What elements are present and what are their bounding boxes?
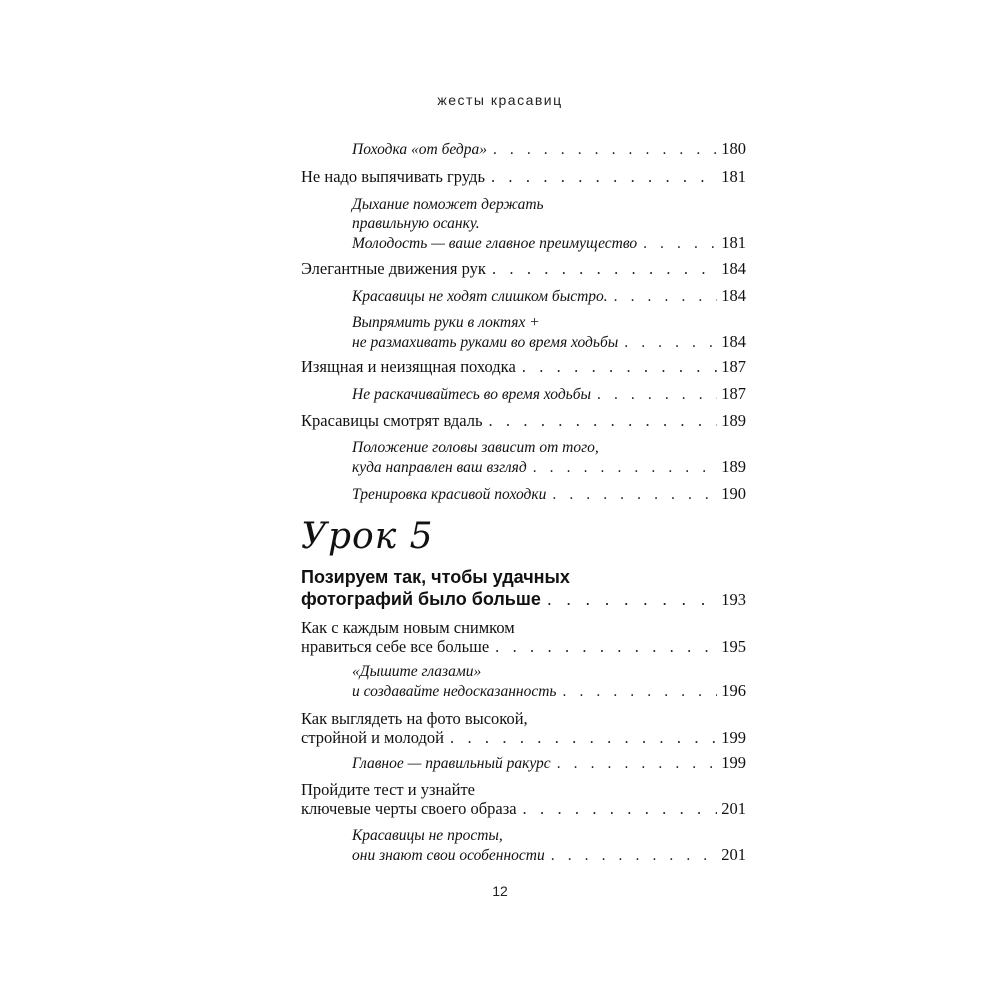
toc-entry-title: они знают свои особенности	[352, 847, 545, 864]
toc-entry-title-line: Пройдите тест и узнайте	[301, 780, 475, 799]
toc-entry	[301, 709, 746, 747]
toc-entry-last-line	[301, 799, 746, 818]
dot-leader	[597, 385, 717, 404]
toc-entry-last-line	[352, 753, 746, 773]
toc-entry	[352, 139, 746, 159]
dot-leader	[547, 588, 717, 610]
toc-entry-title-line: Как выглядеть на фото высокой,	[301, 709, 528, 728]
toc-entry-last-line	[352, 233, 746, 253]
dot-leader	[624, 333, 717, 352]
toc-entry-page: 199	[721, 728, 746, 747]
toc-entry	[301, 259, 746, 278]
toc-entry-last-line	[352, 139, 746, 159]
toc-entry-title: Походка «от бедра»	[352, 141, 487, 158]
dot-leader	[523, 799, 718, 818]
dot-leader	[563, 682, 718, 701]
running-header: жесты красавиц	[437, 92, 563, 108]
toc-entry-last-line	[352, 286, 746, 306]
toc-entry-title: ключевые черты своего образа	[301, 799, 517, 818]
toc-entry-page: 189	[721, 411, 746, 430]
toc-entry-title: Молодость — ваше главное преимущество	[352, 235, 638, 252]
toc-entry-last-line	[301, 588, 746, 611]
toc-entry-title-line: Как с каждым новым снимком	[301, 618, 515, 637]
toc-entry-page: 201	[721, 799, 746, 818]
toc-entry-last-line	[301, 637, 746, 656]
toc-entry	[352, 484, 746, 504]
dot-leader	[488, 411, 717, 430]
toc-entry-title-line: Дыхание поможет держать	[352, 196, 544, 213]
dot-leader	[491, 167, 717, 186]
toc-entry-title: Красавицы смотрят вдаль	[301, 411, 483, 430]
toc-entry	[301, 411, 746, 430]
dot-leader	[522, 357, 717, 376]
toc-entry	[352, 662, 746, 701]
toc-entry	[301, 618, 746, 656]
dot-leader	[492, 259, 717, 278]
toc-entry-title: Не раскачивайтесь во время ходьбы	[352, 386, 592, 403]
toc-entry	[301, 780, 746, 818]
toc-entry-page: 181	[721, 167, 746, 186]
toc-entry-last-line	[352, 457, 746, 477]
page-number: 12	[492, 883, 508, 899]
toc-entry-title: Не надо выпячивать грудь	[301, 167, 485, 186]
dot-leader	[552, 485, 717, 504]
toc-entry-title: нравиться себе все больше	[301, 637, 490, 656]
toc-entry	[352, 438, 746, 477]
toc-entry-last-line	[301, 728, 746, 747]
toc-entry-page: 180	[721, 139, 746, 158]
toc-entry	[352, 313, 746, 352]
toc-entry-title: Красавицы не ходят слишком быстро.	[352, 288, 608, 305]
toc-entry-title-line: Положение головы зависит от того,	[352, 439, 599, 456]
toc-entry-page: 190	[721, 484, 746, 503]
toc-entry	[352, 286, 746, 306]
dot-leader	[533, 458, 718, 477]
toc-entry-title-line: Выпрямить руки в локтях +	[352, 314, 540, 331]
toc-entry	[352, 753, 746, 773]
toc-entry	[352, 195, 746, 253]
toc-entry	[301, 566, 746, 611]
toc-entry-last-line	[352, 845, 746, 865]
toc-entry-last-line	[301, 259, 746, 278]
toc-entry	[301, 167, 746, 186]
toc-entry-last-line	[301, 357, 746, 376]
toc-entry-page: 193	[721, 590, 746, 609]
toc-entry-page: 195	[721, 637, 746, 656]
toc-entry-title-line: Позируем так, чтобы удачных	[301, 567, 570, 587]
toc-entry-last-line	[352, 484, 746, 504]
toc-entry-page: 199	[721, 753, 746, 772]
dot-leader	[450, 728, 717, 747]
dot-leader	[557, 754, 718, 773]
toc-entry-page: 201	[721, 845, 746, 864]
toc-entry-title: фотографий было больше	[301, 589, 541, 609]
toc-entry-title: стройной и молодой	[301, 728, 445, 747]
toc-entry-title: Главное — правильный ракурс	[352, 755, 551, 772]
toc-entry-last-line	[301, 167, 746, 186]
lesson-title: Урок 5	[301, 516, 434, 557]
toc-entry-page: 184	[721, 286, 746, 305]
toc-entry-page: 189	[721, 457, 746, 476]
toc-entry-title: Тренировка красивой походки	[352, 486, 547, 503]
toc-entry-title: Изящная и неизящная походка	[301, 357, 516, 376]
toc-entry-title: Элегантные движения рук	[301, 259, 486, 278]
toc-entry-last-line	[352, 384, 746, 404]
toc-entry-page: 196	[721, 681, 746, 700]
dot-leader	[643, 234, 717, 253]
toc-entry-title: и создавайте недосказанность	[352, 683, 557, 700]
toc-entry-title-line: «Дышите глазами»	[352, 663, 482, 680]
toc-entry-page: 187	[721, 384, 746, 403]
dot-leader	[495, 637, 717, 656]
toc-entry-page: 187	[721, 357, 746, 376]
toc-entry	[352, 826, 746, 865]
toc-entry-last-line	[352, 332, 746, 352]
toc-entry-page: 184	[721, 259, 746, 278]
toc-entry-last-line	[301, 411, 746, 430]
toc-entry	[352, 384, 746, 404]
toc-entry	[301, 357, 746, 376]
dot-leader	[614, 287, 718, 306]
toc-entry-title-line: правильную осанку.	[352, 215, 480, 232]
toc-entry-title-line: Красавицы не просты,	[352, 827, 503, 844]
dot-leader	[493, 140, 717, 159]
toc-entry-title: не размахивать руками во время ходьбы	[352, 334, 619, 351]
toc-entry-title: куда направлен ваш взгляд	[352, 459, 527, 476]
toc-entry-page: 184	[721, 332, 746, 351]
toc-entry-last-line	[352, 681, 746, 701]
dot-leader	[551, 846, 718, 865]
toc-entry-page: 181	[721, 233, 746, 252]
